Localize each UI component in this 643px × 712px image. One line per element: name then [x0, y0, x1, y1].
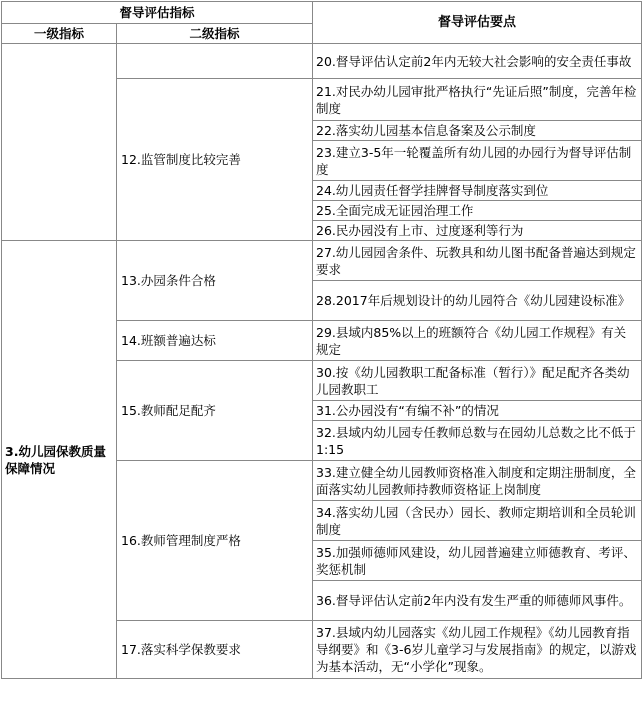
level2-cell: 12.监管制度比较完善 [117, 79, 313, 241]
header-level2: 二级指标 [117, 24, 313, 44]
point-cell: 26.民办园没有上市、过度逐利等行为 [313, 221, 642, 241]
point-cell: 27.幼儿园园舍条件、玩教具和幼儿图书配备普遍达到规定要求 [313, 241, 642, 281]
point-cell: 34.落实幼儿园（含民办）园长、教师定期培训和全员轮训制度 [313, 501, 642, 541]
level2-cell: 13.办园条件合格 [117, 241, 313, 321]
point-cell: 31.公办园没有“有编不补”的情况 [313, 401, 642, 421]
point-cell: 24.幼儿园责任督学挂牌督导制度落实到位 [313, 181, 642, 201]
evaluation-table [1, 1, 642, 679]
header-indicators: 督导评估指标 [2, 2, 313, 24]
level2-cell: 14.班额普遍达标 [117, 321, 313, 361]
level2-cell: 16.教师管理制度严格 [117, 461, 313, 621]
level2-cell: 17.落实科学保教要求 [117, 621, 313, 679]
header-points: 督导评估要点 [313, 2, 642, 44]
point-cell: 20.督导评估认定前2年内无较大社会影响的安全责任事故 [313, 44, 642, 79]
header-level1: 一级指标 [2, 24, 117, 44]
point-cell: 35.加强师德师风建设，幼儿园普遍建立师德教育、考评、奖惩机制 [313, 541, 642, 581]
level2-cell: 15.教师配足配齐 [117, 361, 313, 461]
point-cell: 30.按《幼儿园教职工配备标准（暂行）》配足配齐各类幼儿园教职工 [313, 361, 642, 401]
point-cell: 33.建立健全幼儿园教师资格准入制度和定期注册制度，全面落实幼儿园教师持教师资格证上岗制度 [313, 461, 642, 501]
level1-cell-empty [2, 44, 117, 241]
point-cell: 22.落实幼儿园基本信息备案及公示制度 [313, 121, 642, 141]
point-cell: 36.督导评估认定前2年内没有发生严重的师德师风事件。 [313, 581, 642, 621]
point-cell: 28.2017年后规划设计的幼儿园符合《幼儿园建设标准》 [313, 281, 642, 321]
point-cell: 37.县域内幼儿园落实《幼儿园工作规程》《幼儿园教育指导纲要》和《3-6岁儿童学习与发展指南》的规定，以游戏为基本活动，无“小学化”现象。 [313, 621, 642, 679]
level2-cell-empty [117, 44, 313, 79]
point-cell: 25.全面完成无证园治理工作 [313, 201, 642, 221]
table-row [2, 44, 642, 79]
level1-cell: 3.幼儿园保教质量保障情况 [2, 241, 117, 679]
header-row-1 [2, 2, 642, 24]
point-cell: 32.县域内幼儿园专任教师总数与在园幼儿总数之比不低于1:15 [313, 421, 642, 461]
point-cell: 23.建立3-5年一轮覆盖所有幼儿园的办园行为督导评估制度 [313, 141, 642, 181]
point-cell: 29.县域内85%以上的班额符合《幼儿园工作规程》有关规定 [313, 321, 642, 361]
point-cell: 21.对民办幼儿园审批严格执行“先证后照”制度，完善年检制度 [313, 79, 642, 121]
table-row [2, 241, 642, 281]
